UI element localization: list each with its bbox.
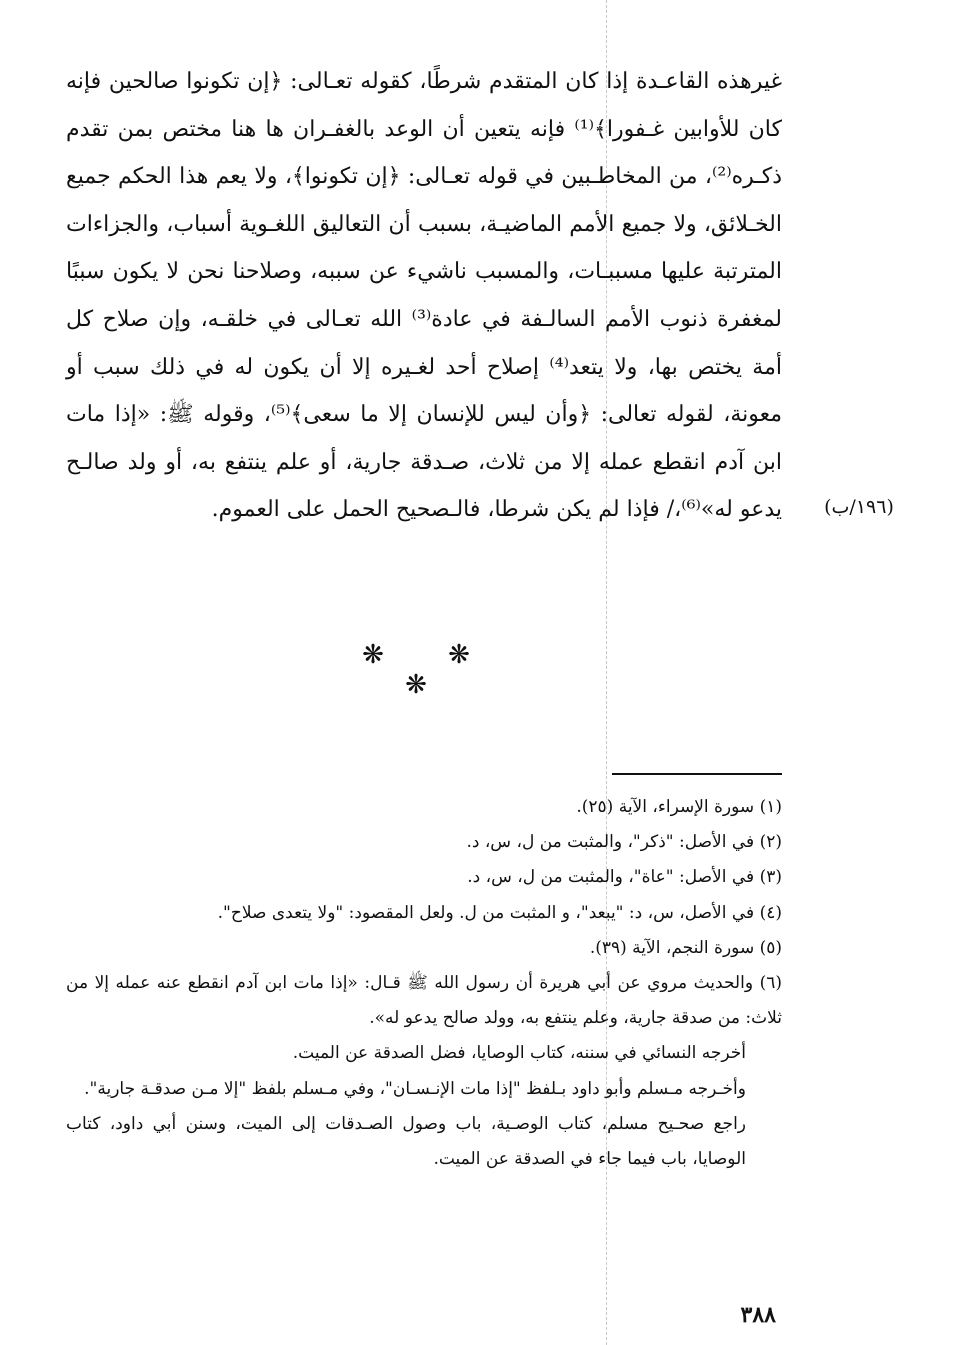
footnote-3: (٣) في الأصل: "عاة"، والمثبت من ل، س، د. bbox=[467, 867, 782, 888]
footnote-6-continuation: وأخـرجه مـسلم وأبو داود بـلفظ "إذا مات الإنـسـان"، وفي مـسلم بلفظ "إلا مـن صدقـة جارية". bbox=[84, 1078, 746, 1099]
main-paragraph: غيرهذه القاعـدة إذا كان المتقدم شرطًا، كقوله تعـالى: ﴿إن تكونوا صالحين فإنه كان للأوابين غـفورا﴾⁽¹⁾ فإنه يتعين أن الوعد بالغفـران ها هنا مختص بمن تقدم ذكـره⁽²⁾، من المخاطـبين في قوله تعـالى: ﴿إن تكونوا﴾، ولا يعم هذا الحكم جميع الخـلائق، ولا جميع الأمم الماضيـة، بسبب أن التعاليق اللغـوية أسباب، والجزاءات المترتبة عليها مسببـات، والمسبب ناشيء عن سببه، وصلاحنا نحن لا يكون سببًا لمغفرة ذنوب الأمم السالـفة في عادة⁽³⁾ الله تعـالى في خلقـه، وإن صلاح كل أمة يختص بها، ولا يتعد⁽⁴⁾ إصلاح أحد لغـيره إلا أن يكون له في ذلك سبب أو معونة، لقوله تعالى: ﴿وأن ليس للإنسان إلا ما سعى﴾⁽⁵⁾، وقوله ﷺ: «إذا مات ابن آدم انقطع عمله إلا من ثلاث، صـدقة جارية، أو علم ينتفع به، أو ولد صالـح يدعو له»⁽⁶⁾،/ فإذا لم يكن شرطا، فالـصحيح الحمل على العموم. bbox=[66, 69, 783, 523]
footnote-6-continuation: راجع صحـيح مسلم، كتاب الوصـية، باب وصول الصـدقات إلى الميت، وسنن أبي داود، كتاب الوصايا، باب فيما جاء في الصدقة عن الميت. bbox=[66, 1113, 746, 1170]
footnote-1: (١) سورة الإسراء، الآية (٢٥). bbox=[576, 797, 782, 817]
main-text-block bbox=[66, 58, 782, 534]
footnote-5: (٥) سورة النجم، الآية (٣٩). bbox=[589, 937, 782, 958]
footnote-6-continuation: أخرجه النسائي في سننه، كتاب الوصايا، فضل الصدقة عن الميت. bbox=[292, 1043, 746, 1064]
footnote-6: (٦) والحديث مروي عن أبي هريرة أن رسول الله ﷺ قـال: «إذا مات ابن آدم انقطع عنه عمله إلا من ثلاث: من صدقة جارية، وعلم ينتفع به، وولد صالح يدعو له». bbox=[66, 973, 782, 1029]
footnote-separator bbox=[612, 773, 782, 775]
footnotes-section bbox=[66, 790, 782, 1177]
page-number: ٣٨٨ bbox=[740, 1302, 776, 1328]
footnote-4: (٤) في الأصل، س، د: "يبعد"، و المثبت من ل. ولعل المقصود: "ولا يتعدى صلاح". bbox=[217, 902, 782, 923]
footnote-2: (٢) في الأصل: "ذكر"، والمثبت من ل، س، د. bbox=[466, 832, 782, 853]
section-ornament: ❋ ❋ ❋ bbox=[362, 640, 498, 700]
manuscript-folio-reference: (١٩٦/ب) bbox=[824, 496, 894, 518]
